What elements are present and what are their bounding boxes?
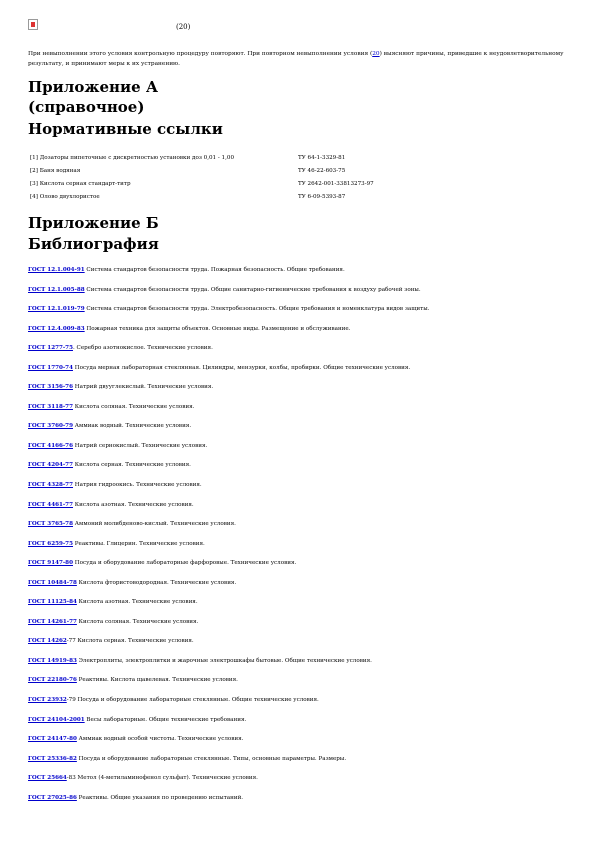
gost-title: Кислота серная. Технические условия. <box>72 462 191 469</box>
gost-title: -79 Посуда и оборудование лабораторные стеклянные. Общие технические условия. <box>66 697 319 704</box>
bibliography-item <box>28 499 578 519</box>
bibliography-item <box>28 655 578 675</box>
appendix-a-heading: Нормативные ссылки <box>28 120 223 138</box>
bibliography-item <box>28 284 578 304</box>
bibliography-item <box>28 557 578 577</box>
bibliography-item <box>28 714 578 734</box>
gost-link[interactable]: ГОСТ 14261-77 <box>28 618 77 625</box>
gost-link[interactable]: ГОСТ 23932 <box>28 697 67 704</box>
broken-image-icon <box>28 19 38 30</box>
bibliography-item <box>28 596 578 616</box>
gost-link[interactable]: ГОСТ 14919-83 <box>28 657 77 664</box>
reference-code: ТУ 46-22-603-75 <box>298 168 346 174</box>
gost-link[interactable]: ГОСТ 3760-79 <box>28 423 73 430</box>
gost-title: Натрия гидроокись. Технические условия. <box>72 482 202 489</box>
gost-title: Аммиак водный особой чистоты. Технические условия. <box>76 736 244 743</box>
gost-link[interactable]: ГОСТ 1277-75 <box>28 345 73 352</box>
gost-title: Электроплиты, электроплитки и жарочные электрошкафы бытовые. Общие технические условия. <box>76 657 372 664</box>
reference-code: ТУ 2642-001-33813273-97 <box>298 181 374 187</box>
gost-link[interactable]: ГОСТ 6259-75 <box>28 540 73 547</box>
bibliography-item <box>28 577 578 597</box>
gost-title: Кислота соляная. Технические условия. <box>72 403 195 410</box>
bibliography-item <box>28 381 578 401</box>
gost-link[interactable]: ГОСТ 12.1.005-88 <box>28 286 85 293</box>
gost-title: Реактивы. Общие указания по проведению испытаний. <box>76 794 244 801</box>
bibliography-item <box>28 616 578 636</box>
gost-title: Посуда и оборудование лабораторные фарфоровые. Технические условия. <box>72 560 297 567</box>
gost-link[interactable]: ГОСТ 4204-77 <box>28 462 73 469</box>
bibliography-item <box>28 342 578 362</box>
gost-link[interactable]: ГОСТ 1770-74 <box>28 364 73 371</box>
gost-title: Кислота азотная. Технические условия. <box>72 501 194 508</box>
gost-link[interactable]: ГОСТ 22180-76 <box>28 677 77 684</box>
bibliography-item <box>28 772 578 792</box>
gost-title: Пожарная техника для защиты объектов. Основные виды. Размещение и обслуживание. <box>84 325 351 332</box>
gost-link[interactable]: ГОСТ 4328-77 <box>28 482 73 489</box>
reference-code: ТУ 64-1-3329-81 <box>298 155 346 161</box>
bibliography-list <box>28 264 578 811</box>
bibliography-item <box>28 362 578 382</box>
gost-title: Посуда мерная лабораторная стеклянная. Цилиндры, мензурки, колбы, пробирки. Общие технические условия. <box>72 364 411 371</box>
gost-link[interactable]: ГОСТ 3765-78 <box>28 521 73 528</box>
bibliography-item <box>28 401 578 421</box>
gost-link[interactable]: ГОСТ 25336-82 <box>28 755 77 762</box>
bibliography-item <box>28 264 578 284</box>
bibliography-item <box>28 635 578 655</box>
bibliography-item <box>28 440 578 460</box>
bibliography-item <box>28 420 578 440</box>
reference-name: [1] Дозаторы пипеточные с дискретностью установки доз 0,01 - 1,00 <box>30 155 235 161</box>
gost-link[interactable]: ГОСТ 12.4.009-83 <box>28 325 85 332</box>
gost-link[interactable]: ГОСТ 12.1.004-91 <box>28 267 85 273</box>
reference-code: ТУ 6-09-5393-87 <box>298 194 346 200</box>
bibliography-item <box>28 753 578 773</box>
page-number: (20) <box>176 23 191 31</box>
gost-link[interactable]: ГОСТ 25664 <box>28 775 67 782</box>
gost-title: Реактивы. Глицерин. Технические условия. <box>72 540 205 547</box>
gost-link[interactable]: ГОСТ 9147-80 <box>28 560 73 567</box>
gost-title: Аммиак водный. Технические условия. <box>72 423 192 430</box>
intro-text-start: При невыполнении этого условия контрольную процедуру повторяют. При повторном невыполнении условия ( <box>28 50 373 57</box>
gost-link[interactable]: ГОСТ 11125-84 <box>28 599 77 606</box>
gost-title: Кислота соляная. Технические условия. <box>76 618 199 625</box>
bibliography-item <box>28 694 578 714</box>
bibliography-item <box>28 459 578 479</box>
bibliography-item <box>28 323 578 343</box>
gost-title: -77 Кислота серная. Технические условия. <box>66 638 194 645</box>
gost-title: Система стандартов безопасности труда. Электробезопасность. Общие требования и номенклатура видов защиты. <box>84 306 430 313</box>
gost-title: Система стандартов безопасности труда. Общие санитарно-гигиенические требования к воздуху рабочей зоны. <box>84 286 421 293</box>
gost-link[interactable]: ГОСТ 10484-78 <box>28 579 77 586</box>
bibliography-item <box>28 674 578 694</box>
gost-title: Кислота фтористоводородная. Технические условия. <box>76 579 237 586</box>
bibliography-item <box>28 479 578 499</box>
gost-link[interactable]: ГОСТ 4461-77 <box>28 501 73 508</box>
gost-title: Аммоний молибденово-кислый. Технические условия. <box>72 521 236 528</box>
gost-title: Реактивы. Кислота щавелевая. Технические условия. <box>76 677 238 684</box>
gost-link[interactable]: ГОСТ 24147-80 <box>28 736 77 743</box>
reference-name: [3] Кислота серная стандарт-титр <box>30 181 131 187</box>
gost-title: Посуда и оборудование лабораторные стеклянные. Типы, основные параметры. Размеры. <box>76 755 347 762</box>
reference-name: [4] Олово двухлористое <box>30 194 100 200</box>
gost-link[interactable]: ГОСТ 14262 <box>28 638 67 645</box>
bibliography-item <box>28 518 578 538</box>
appendix-a-title: Приложение А <box>28 78 159 96</box>
gost-title: Кислота азотная. Технические условия. <box>76 599 198 606</box>
gost-title: Весы лабораторные. Общие технические требования. <box>84 716 247 723</box>
intro-text-end: ) выясняют причины, приведшие к неудовлетворительному результату, и принимают меры к их устранению. <box>28 50 564 67</box>
gost-link[interactable]: ГОСТ 24104-2001 <box>28 716 85 723</box>
gost-link[interactable]: ГОСТ 27025-86 <box>28 794 77 801</box>
bibliography-item <box>28 538 578 558</box>
bibliography-item <box>28 792 578 812</box>
gost-title: Натрий сернокислый. Технические условия. <box>72 442 208 449</box>
gost-link[interactable]: ГОСТ 12.1.019-79 <box>28 306 85 313</box>
gost-link[interactable]: ГОСТ 3118-77 <box>28 403 73 410</box>
appendix-a-subtitle: (справочное) <box>28 98 145 116</box>
gost-link[interactable]: ГОСТ 4166-76 <box>28 442 73 449</box>
bibliography-item <box>28 303 578 323</box>
reference-name: [2] Баня водяная <box>30 168 81 174</box>
gost-title: Система стандартов безопасности труда. Пожарная безопасность. Общие требования. <box>84 267 345 273</box>
appendix-b-title: Приложение Б <box>28 214 159 232</box>
bibliography-item <box>28 733 578 753</box>
intro-reference-link[interactable]: 20 <box>372 50 380 57</box>
appendix-b-heading: Библиография <box>28 235 159 253</box>
gost-title: -83 Метол (4-метиламинофенол сульфат). Технические условия. <box>66 775 258 782</box>
gost-title: Натрий двууглекислый. Технические условия. <box>72 384 214 391</box>
gost-link[interactable]: ГОСТ 3156-76 <box>28 384 73 391</box>
gost-title: . Серебро азотнокислое. Технические условия. <box>72 345 213 352</box>
intro-paragraph <box>28 49 576 69</box>
